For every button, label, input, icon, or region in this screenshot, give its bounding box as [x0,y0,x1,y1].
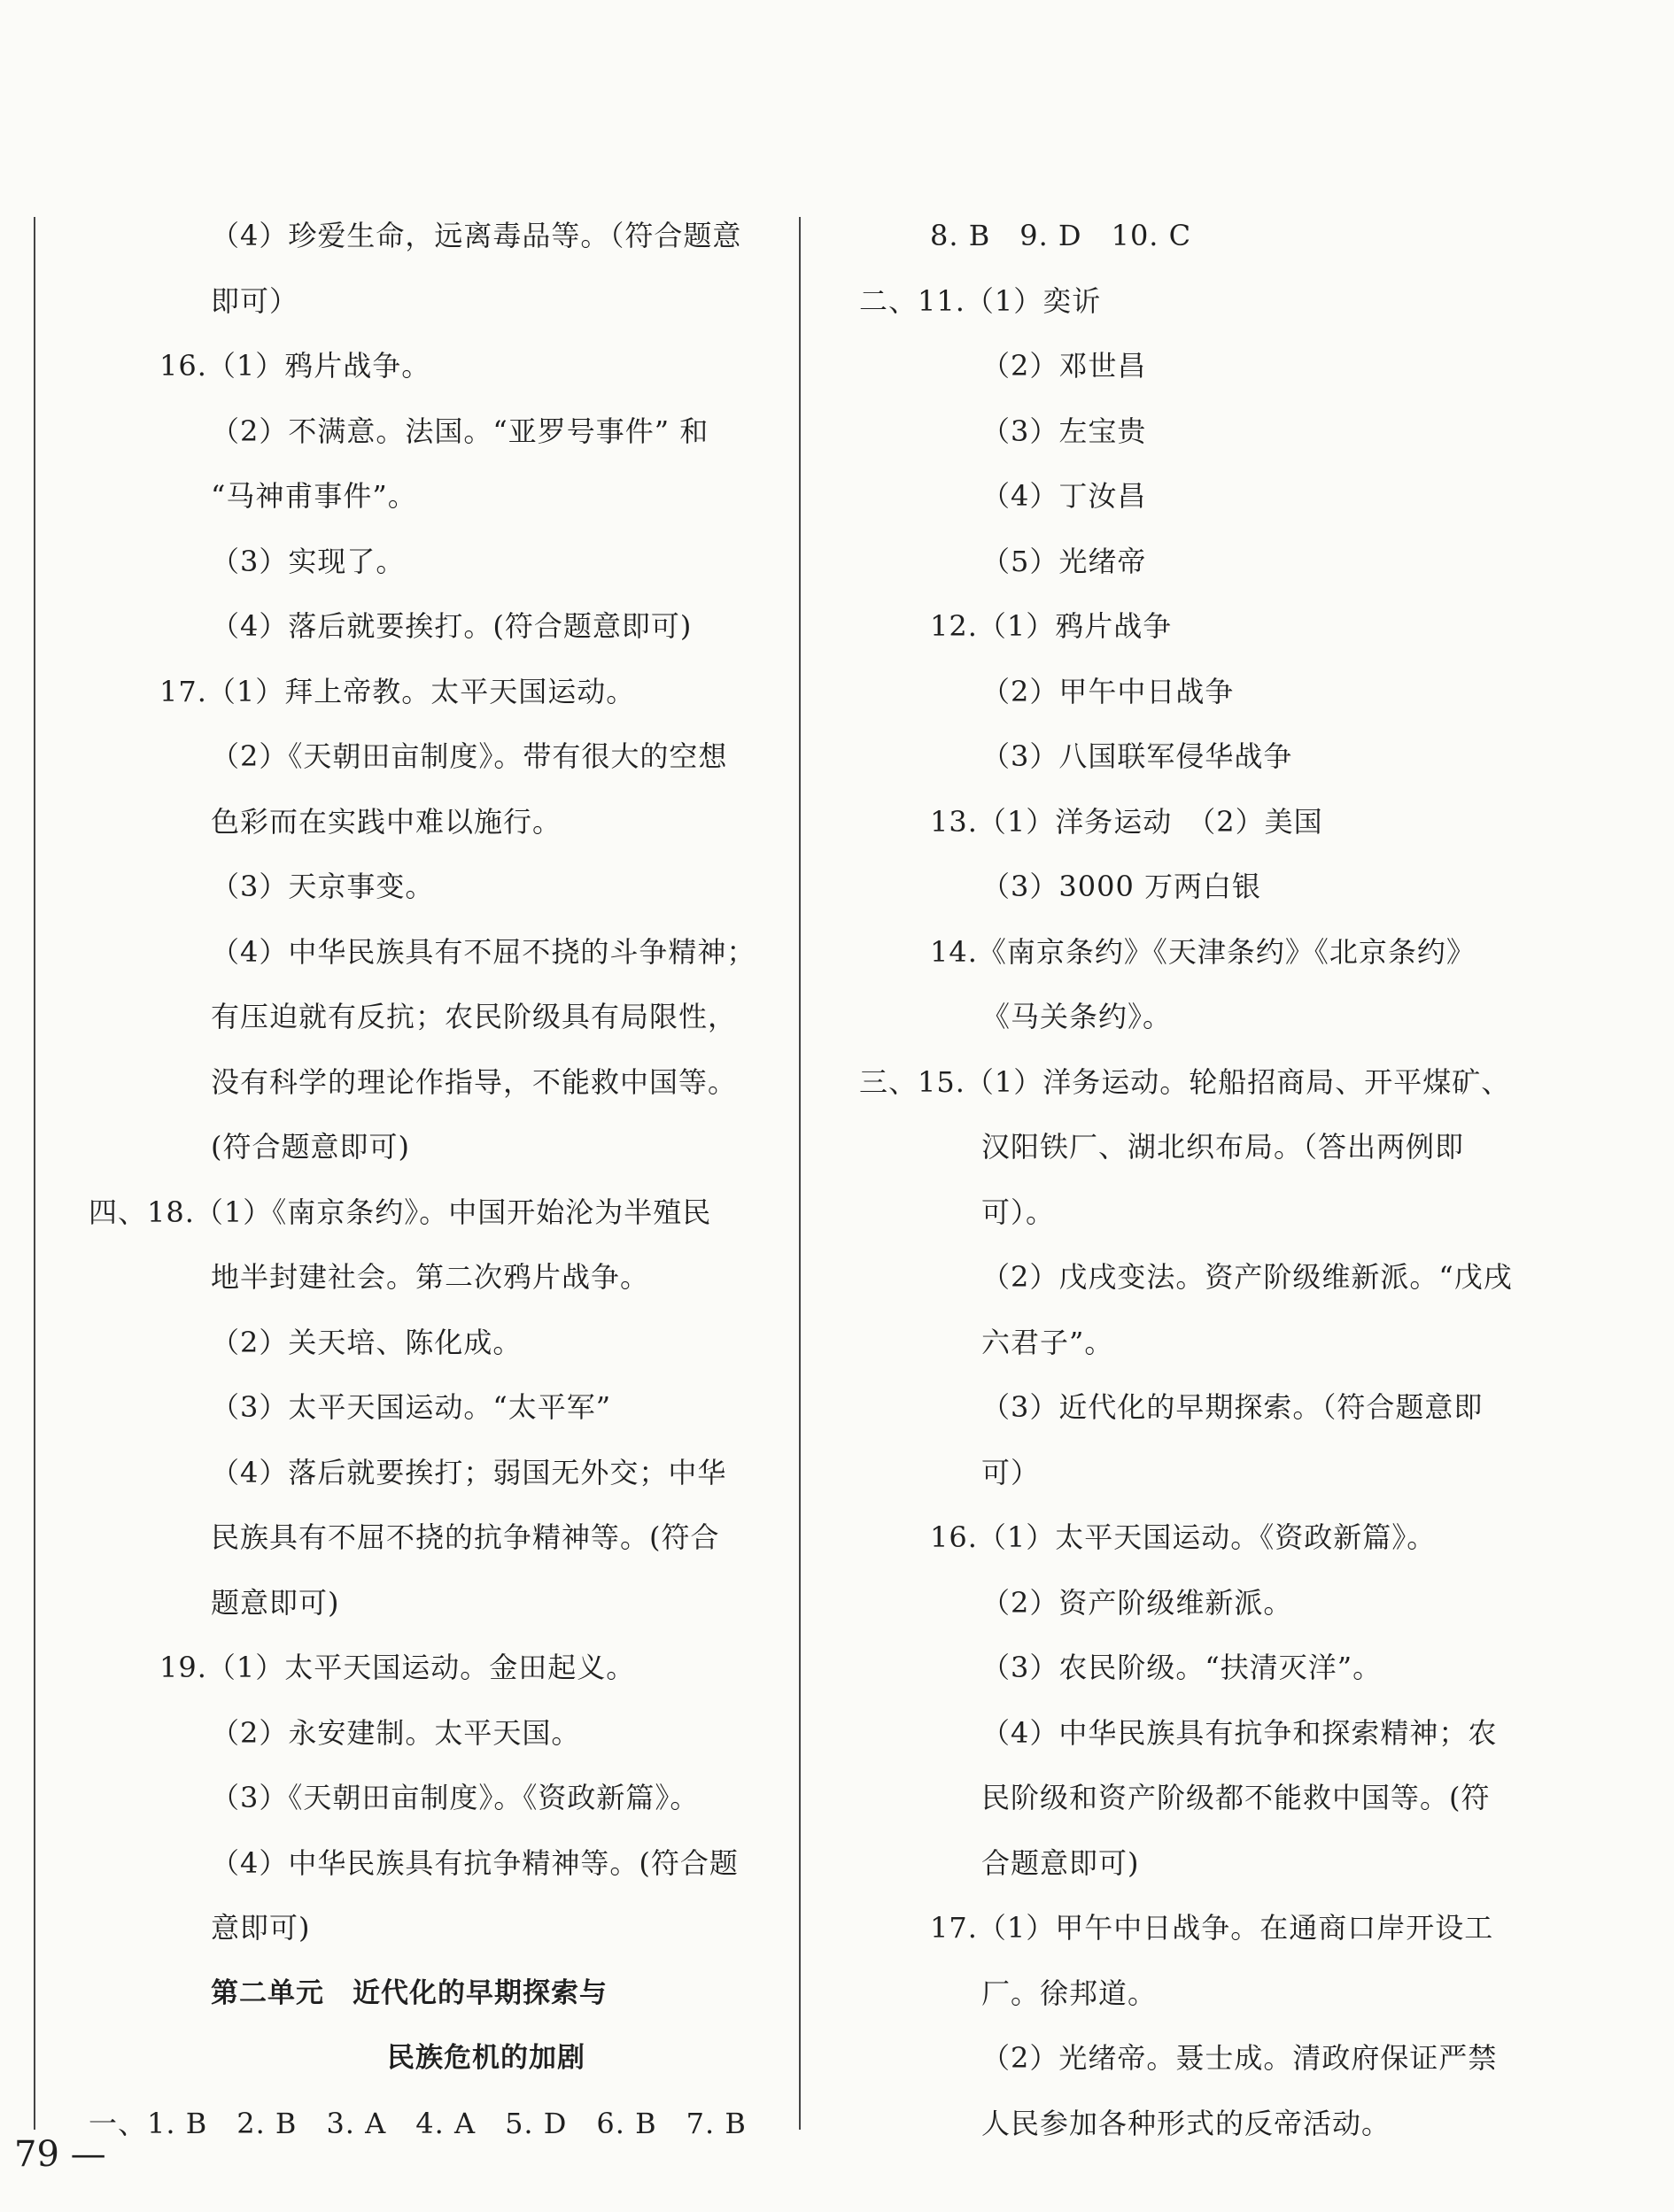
answer-line: （4）珍爱生命，远离毒品等。（符合题意 [211,219,742,252]
answer-line: 没有科学的理论作指导，不能救中国等。 [211,1064,738,1099]
answer-line: （3）八国联军侵华战争 [981,739,1293,773]
answer-line: （4）中华民族具有不屈不挠的斗争精神； [211,934,756,969]
answer-line: 民族具有不屈不挠的抗争精神等。(符合 [211,1520,720,1554]
answer-line: 民族危机的加剧 [387,2042,585,2074]
answer-line: （2）不满意。法国。“亚罗号事件” 和 [211,414,709,448]
answer-line: 汉阳铁厂、湖北织布局。（答出两例即 [981,1130,1465,1164]
answer-line: 8. B 9. D 10. C [930,219,1192,252]
answer-line: （3）实现了。 [211,544,406,578]
answer-line: （5）光绪帝 [981,544,1147,578]
answer-line: 意即可) [211,1911,311,1945]
answer-line: 地半封建社会。第二次鸦片战争。 [211,1260,650,1294]
answer-line: （3）农民阶级。“扶清灭洋”。 [981,1651,1383,1684]
answer-line: 即可） [211,283,299,318]
answer-line: 16.（1）太平天国运动。《资政新篇》。 [930,1520,1437,1554]
answer-line: 第二单元 近代化的早期探索与 [211,1976,608,2009]
answer-line: （4）中华民族具有抗争和探索精神；农 [981,1715,1498,1750]
answer-line: 可） [981,1455,1041,1489]
answer-line: 16.（1）鸦片战争。 [159,349,431,383]
answer-line: 四、18.（1）《南京条约》。中国开始沦为半殖民 [89,1195,712,1229]
answer-line: 有压迫就有反抗；农民阶级具有局限性， [211,1000,738,1033]
answer-line: （4）落后就要挨打；弱国无外交；中华 [211,1455,727,1489]
answer-line: 13.（1）洋务运动 （2）美国 [930,804,1323,839]
answer-line: 17.（1）拜上帝教。太平天国运动。 [159,674,636,708]
answer-line: 三、15.（1）洋务运动。轮船招商局、开平煤矿、 [859,1064,1511,1099]
answer-line: 六君子”。 [981,1325,1114,1359]
page-number: 79 — [14,2134,106,2175]
answer-line: （3）近代化的早期探索。（符合题意即 [981,1390,1484,1424]
answer-line: （3）左宝贵 [981,414,1147,448]
answer-line: 民阶级和资产阶级都不能救中国等。(符 [981,1781,1491,1814]
answer-line: （4）丁汝昌 [981,479,1147,513]
answer-line: （4）中华民族具有抗争精神等。(符合题 [211,1845,739,1880]
answer-line: （2）甲午中日战争 [981,674,1235,708]
answer-line: 《马关条约》。 [981,1000,1173,1033]
column-divider [799,217,801,2130]
answer-line: （3）《天朝田亩制度》。《资政新篇》。 [211,1781,700,1814]
answer-line: “马神甫事件”。 [211,479,417,513]
right-column [859,204,1515,2156]
answer-line: 一、1. B 2. B 3. A 4. A 5. D 6. B 7. B [89,2106,747,2140]
answer-line: 合题意即可) [981,1845,1140,1880]
answer-line: （2）邓世昌 [981,349,1147,383]
answer-line: 17.（1）甲午中日战争。在通商口岸开设工 [930,1911,1494,1945]
answer-line: （2）永安建制。太平天国。 [211,1715,581,1750]
answer-line: （2）《天朝田亩制度》。带有很大的空想 [211,739,728,773]
answer-line: 二、11.（1）奕䜣 [859,283,1102,318]
answer-line: 14.《南京条约》《天津条约》《北京条约》 [930,934,1476,969]
answer-line: （2）戊戌变法。资产阶级维新派。“戊戌 [981,1260,1513,1294]
answer-line: 题意即可) [211,1585,340,1620]
answer-line: 人民参加各种形式的反帝活动。 [981,2106,1391,2140]
answer-line: 厂。徐邦道。 [981,1976,1158,2010]
answer-line: 可）。 [981,1195,1056,1229]
left-margin-rule [34,217,35,2130]
answer-line: （2）关天培、陈化成。 [211,1325,523,1359]
answer-line: 19.（1）太平天国运动。金田起义。 [159,1651,636,1684]
answer-line: （3）太平天国运动。“太平军” [211,1390,612,1424]
left-column [89,204,762,2156]
answer-line: （2）资产阶级维新派。 [981,1585,1293,1620]
answer-line: （4）落后就要挨打。(符合题意即可) [211,609,693,643]
answer-line: （3）3000 万两白银 [981,870,1261,903]
answer-line: 色彩而在实践中难以施行。 [211,804,562,839]
answer-line: （2）光绪帝。聂士成。清政府保证严禁 [981,2041,1498,2075]
answer-line: （3）天京事变。 [211,870,435,903]
answer-line: (符合题意即可) [211,1130,410,1164]
answer-line: 12.（1）鸦片战争 [930,609,1173,643]
